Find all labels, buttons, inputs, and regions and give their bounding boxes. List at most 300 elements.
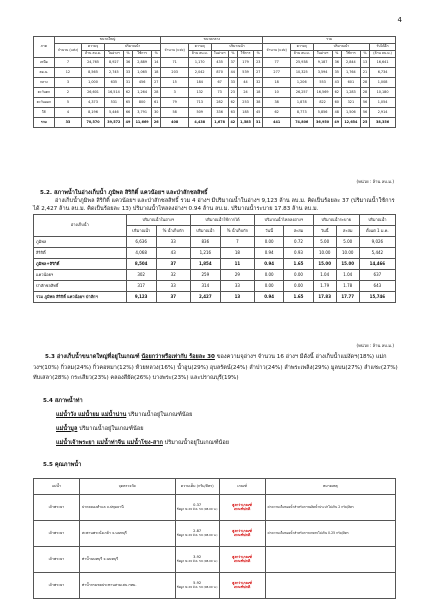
region-cell: รวม [34,118,55,128]
value-cell: 67 [211,78,228,88]
header-note: หมายเหตุ [265,479,395,495]
value-cell: 3 [54,78,82,88]
river-item [56,410,396,421]
salinity-value: 3.92 [193,554,202,559]
value-cell: 49 [332,118,341,128]
value-cell: 836 [190,237,220,248]
value-cell: 36 [332,58,341,68]
section-55-heading: 5.5 คุณภาพน้ำ [43,462,82,468]
header-volume: ปริมาณน้ำ [104,44,161,51]
value-cell: 37 [228,58,237,68]
value-cell: 24,765 [82,58,105,68]
river-desc: ปริมาณน้ำอยู่ในเกณฑ์น้อย [162,440,229,446]
value-cell: 18 [220,248,254,259]
value-cell: 1.78 [336,281,359,292]
value-cell: 0.00 [254,281,283,292]
value-cell: 17.77 [336,292,359,303]
value-cell: 18 [152,68,161,78]
river-cell: เจ้าพระยา [34,547,80,573]
value-cell: 8,927 [104,58,123,68]
value-cell: 282 [211,98,228,108]
value-cell: 26,257 [290,88,313,98]
value-cell: 11 [220,259,254,270]
header-cap-unit: ล้าน ลบ.ม. [188,51,211,58]
value-cell: 2,042 [188,68,211,78]
value-cell: 822 [313,98,332,108]
header-count: จำนวน (แห่ง) [263,44,291,58]
section-52-paragraph: อ่างเก็บน้ำภูมิพล สิริกิติ์ แควน้อยฯ และป่าสักชลสิทธิ์ รวม 4 อ่างฯ มีปริมาณน้ำในอ่างฯ 9,123 ล้าน ลบ.ม. คิดเป็นร้อยละ 37 (ปริมาณน้ำใช้การได้ 2,427 ล้าน ลบ.ม. คิดเป็นร้อยละ 13) ปริมาณน้ำไหลลงอ่างฯ 0.94 ล้าน ลบ.ม. ปริมาณน้ำระบาย 17.83 ล้าน ลบ.ม. [33,198,395,212]
value-cell: 15.00 [336,259,359,270]
table-row [34,248,396,259]
value-cell: 184 [188,78,211,88]
value-cell: 37 [156,259,190,270]
criteria-label: เกณฑ์ปกติ [233,558,251,563]
value-cell: 8,773 [290,108,313,118]
value-cell: 0.00 [254,237,283,248]
value-cell: 44 [228,68,237,78]
value-cell: 31 [123,78,132,88]
sub-day: วันนี้ [254,226,283,237]
value-cell: 1,854 [190,259,220,270]
value-cell: 8,196 [82,108,105,118]
value-cell: 1.65 [284,292,313,303]
river-cell: เจ้าพระยา [34,495,80,521]
value-cell: 23 [254,58,263,68]
header-usable: ใช้การ [133,51,152,58]
value-cell: 33 [123,68,132,78]
value-cell: 2,844 [341,58,360,68]
value-cell: 5,856 [313,108,332,118]
value-cell: 73 [211,88,228,98]
value-cell: 1,170 [188,58,211,68]
criteria-label: เกณฑ์ปกติ [233,506,251,511]
value-cell: 1,065 [133,68,152,78]
table-row [34,281,396,292]
value-cell: 26,601 [82,88,105,98]
region-cell: กลาง [34,78,55,88]
header-station: จุดตรวจวัด [79,479,175,495]
header-release: ปริมาณน้ำระบาย [313,215,359,226]
header-count: จำนวน (แห่ง) [161,44,189,58]
header-usable: ใช้การ [237,51,253,58]
criteria-cell [219,547,265,573]
river-cell: เจ้าพระยา [34,573,80,599]
salinity-cell [175,521,219,547]
value-cell: 1,283 [341,88,360,98]
table-row [34,259,396,270]
table2-unit-note: (หน่วย : ล้าน ลบ.ม.) [356,343,394,348]
header-usable: ใช้การ [341,51,360,58]
region-cell: ตะวันตก [34,88,55,98]
value-cell: 60 [332,98,341,108]
salinity-cell [175,547,219,573]
value-cell: 4,068 [126,248,156,259]
value-cell: 132 [188,88,211,98]
table-row [34,237,396,248]
value-cell: 1.65 [284,259,313,270]
header-inflow-unit: (ล้าน ลบ.ม.) [370,51,396,58]
salinity-cell [175,495,219,521]
section-54-heading: 5.4 สภาพน้ำท่า [43,398,83,404]
header-pct: % [123,51,132,58]
value-cell: 63 [228,108,237,118]
value-cell: 16,514 [104,88,123,98]
value-cell: 0.00 [254,270,283,281]
river-desc: ปริมาณน้ำอยู่ในเกณฑ์น้อย [77,426,144,432]
value-cell: 25 [360,118,369,128]
note-cell: ค่าความเค็มของน้ำสำหรับการเกษตรไม่เกิน 0.25 กรัม/ลิตร [265,521,395,547]
value-cell: 23 [228,88,237,98]
value-cell: 10,180 [370,88,396,98]
value-cell: 635 [104,78,123,88]
reservoir-name: ป่าสักชลสิทธิ์ [34,281,127,292]
value-cell: 321 [341,98,360,108]
value-cell: 36,950 [313,118,332,128]
value-cell: 259 [190,270,220,281]
main-reservoir-table [33,214,396,303]
salinity-cell [175,573,219,599]
section-53-threshold: น้อยกว่าหรือเท่ากับ ร้อยละ 30 [141,354,215,360]
value-cell: 0.93 [284,248,313,259]
value-cell: 5,442 [359,248,395,259]
value-cell: 9,026 [359,237,395,248]
value-cell: 6,636 [126,237,156,248]
value-cell: 0.94 [254,292,283,303]
value-cell: 10 [263,88,291,98]
value-cell: 3 [161,88,189,98]
river-desc: ปริมาณน้ำอยู่ในเกณฑ์น้อย [126,412,193,418]
value-cell: 3,791 [133,108,152,118]
value-cell: 531 [104,98,123,108]
page-number: 4 [397,16,402,24]
value-cell: 601 [341,78,360,88]
header-criteria: เกณฑ์ [219,479,265,495]
table-row [34,573,396,599]
value-cell: 32 [254,78,263,88]
note-cell [265,547,395,573]
table-row [34,108,396,118]
value-cell: 2,889 [133,58,152,68]
value-cell: 15,746 [359,292,395,303]
river-cell: เจ้าพระยา [34,521,80,547]
value-cell: 253 [237,98,253,108]
value-cell: 800 [133,98,152,108]
value-cell: 2,427 [190,292,220,303]
water-quality-table [33,478,396,599]
salinity-time: ข้อมูล ณ 29 มี.ค. 59 (08.00 น.) [176,584,218,589]
station-cell: ท่าน้ำนนทบุรี จ.นนทบุรี [79,547,175,573]
sub-pct: % น้ำเก็บกัก [156,226,190,237]
table-row [34,521,396,547]
value-cell: 1.04 [313,270,336,281]
table-row [34,547,396,573]
header-pct: % [152,51,161,58]
value-cell: 539 [237,68,253,78]
value-cell: 0.94 [254,259,283,270]
river-item [56,438,396,449]
value-cell: 11,669 [133,118,152,128]
value-cell: 5,446 [104,108,123,118]
value-cell: 4,373 [82,98,105,108]
value-cell: 65 [123,98,132,108]
value-cell: 7 [54,58,82,68]
value-cell: 179 [237,58,253,68]
value-cell: 435 [211,58,228,68]
value-cell: 553 [313,78,332,88]
value-cell: 33 [228,78,237,88]
value-cell: 6,734 [370,68,396,78]
value-cell: 18 [263,78,291,88]
value-cell: 28 [360,88,369,98]
station-cell: ท่าน้ำกรมชลประทานสามเสน กทม. [79,573,175,599]
salinity-time: ข้อมูล ณ 29 มี.ค. 59 (08.00 น.) [176,506,218,511]
region-cell: เหนือ [34,58,55,68]
value-cell: 0.00 [284,281,313,292]
value-cell: 713 [188,98,211,108]
status-badge: สูงกว่าเกณฑ์ [232,502,253,507]
value-cell: 61 [152,98,161,108]
header-medium: ขนาดกลาง [161,37,263,44]
value-cell: 48 [332,108,341,118]
note-cell [265,573,395,599]
value-cell: 1,054 [370,98,396,108]
header-region: ภาค [34,37,55,58]
value-cell: 38,356 [370,118,396,128]
status-badge: สูงกว่าเกณฑ์ [232,580,253,585]
value-cell: 2,745 [104,68,123,78]
value-cell: 14,466 [359,259,395,270]
value-cell: 58 [161,108,189,118]
value-cell: 42 [228,118,237,128]
station-cell: ปากคลองสำแล จ.ปทุมธานี [79,495,175,521]
sub-day: วันนี้ [313,226,336,237]
value-cell: 1,678 [211,118,228,128]
table-row [34,118,396,128]
table-row [34,58,396,68]
value-cell: 4,438 [188,118,211,128]
value-cell: 12,654 [341,118,360,128]
value-cell: 203 [161,68,189,78]
salinity-time: ข้อมูล ณ 29 มี.ค. 59 (08.00 น.) [176,558,218,563]
value-cell: 77 [263,58,291,68]
value-cell: 1,008 [370,78,396,88]
value-cell: 35 [332,68,341,78]
value-cell: 33 [156,281,190,292]
table1-unit-note: (หน่วย : ล้าน ลบ.ม.) [356,179,394,184]
header-volume: ปริมาณน้ำ [211,44,263,51]
value-cell: 16,641 [370,58,396,68]
value-cell: 2 [54,88,82,98]
value-cell: 18 [254,88,263,98]
value-cell: 24 [237,88,253,98]
value-cell: 8,565 [82,68,105,78]
value-cell: 27 [254,68,263,78]
sub-since: ตั้งแต่ 1 ม.ค. [359,226,395,237]
value-cell: 26 [152,118,161,128]
section-52-heading: 5.2. สภาพน้ำในอ่างเก็บน้ำ ภูมิพล สิริกิติ์ แควน้อยฯ และป่าสักชลสิทธิ์ [40,190,208,196]
value-cell: 13 [220,292,254,303]
reservoir-name: ภูมิพล [34,237,127,248]
value-cell: 0.72 [284,237,313,248]
value-cell: 0.00 [284,270,313,281]
table-row [34,98,396,108]
table-row [34,88,396,98]
river-item [56,424,396,435]
value-cell: 5.00 [336,237,359,248]
value-cell: 27 [152,78,161,88]
value-cell: 33 [156,237,190,248]
header-salinity: ความเค็ม (กรัม/ลิตร) [175,479,219,495]
header-pct: % [332,51,341,58]
header-river: แม่น้ำ [34,479,80,495]
table-row [34,292,396,303]
value-cell: 1,000 [82,78,105,88]
value-cell: 637 [359,270,395,281]
header-volume: ปริมาณน้ำ [313,44,370,51]
value-cell: 44 [237,78,253,88]
value-cell: 37 [156,292,190,303]
header-large: ขนาดใหญ่ [54,37,161,44]
sub-volume: ปริมาณน้ำ [126,226,156,237]
value-cell: 2,914 [370,108,396,118]
header-pct: % [254,51,263,58]
criteria-cell [219,573,265,599]
header-in-res: ในอ่างฯ [313,51,332,58]
value-cell: 8,504 [126,259,156,270]
value-cell: 28 [152,88,161,98]
value-cell: 185 [237,108,253,118]
table-row [34,495,396,521]
header-pct: % [228,51,237,58]
salinity-value: 0.37 [193,502,202,507]
header-in-res: ในอ่างฯ [104,51,123,58]
value-cell: 79 [161,98,189,108]
reservoir-summary-table [33,36,396,128]
sub-accum: สะสม [336,226,359,237]
table-row [34,68,396,78]
header-cap-unit: ล้าน ลบ.ม. [290,51,313,58]
value-cell: 9,187 [313,58,332,68]
value-cell: 31 [254,118,263,128]
value-cell: 49 [123,118,132,128]
sub-pct: % น้ำเก็บกัก [220,226,254,237]
value-cell: 0.94 [254,248,283,259]
value-cell: 277 [263,68,291,78]
value-cell: 39,572 [104,118,123,128]
header-in-res: ในอ่างฯ [211,51,228,58]
value-cell: 33 [54,118,82,128]
value-cell: 1.79 [313,281,336,292]
value-cell: 32 [156,270,190,281]
value-cell: 62 [228,98,237,108]
criteria-cell [219,521,265,547]
value-cell: 15.00 [313,259,336,270]
value-cell: 5.00 [313,237,336,248]
table-row [34,78,396,88]
value-cell: 10,325 [290,68,313,78]
value-cell: 1,585 [237,118,253,128]
value-cell: 10.00 [313,248,336,259]
value-cell: 62 [263,108,291,118]
value-cell: 29 [220,270,254,281]
value-cell: 43 [332,78,341,88]
value-cell: 643 [359,281,395,292]
salinity-time: ข้อมูล ณ 29 มี.ค. 59 (08.00 น.) [176,532,218,537]
header-inflow: รับได้อีก [370,44,396,51]
station-cell: สะพานพระนั่งเกล้า จ.นนทบุรี [79,521,175,547]
table-row [34,270,396,281]
value-cell: 9,123 [126,292,156,303]
value-cell: 1.04 [336,270,359,281]
reservoir-name: แควน้อยฯ [34,270,127,281]
river-name: แม่น้ำมูล [56,426,78,432]
value-cell: 38 [263,98,291,108]
value-cell: 14 [152,58,161,68]
region-cell: ตอ.น. [34,68,55,78]
value-cell: 1,764 [341,68,360,78]
value-cell: 3,594 [313,68,332,78]
value-cell: 70,570 [82,118,105,128]
value-cell: 13 [360,58,369,68]
value-cell: 16,569 [313,88,332,98]
value-cell: 870 [211,68,228,78]
status-badge: สูงกว่าเกณฑ์ [232,528,253,533]
salinity-value: 5.92 [193,580,202,585]
value-cell: 45 [254,108,263,118]
value-cell: 10.00 [336,248,359,259]
river-name: แม่น้ำวัง แม่น้ำยม แม่น้ำน่าน [56,412,127,418]
value-cell: 71 [161,58,189,68]
reservoir-name: ภูมิพล+สิริกิติ์ [34,259,127,270]
header-count: จำนวน (แห่ง) [54,44,82,58]
header-capacity: ความจุ [188,44,211,51]
status-badge: สูงกว่าเกณฑ์ [232,554,253,559]
value-cell: 1,206 [290,78,313,88]
value-cell: 62 [123,88,132,98]
header-volume: ปริมาณน้ำในอ่างฯ [126,215,190,226]
value-cell: 43 [156,248,190,259]
value-cell: 1,216 [190,248,220,259]
value-cell: 17.83 [313,292,336,303]
value-cell: 441 [263,118,291,128]
value-cell: 7 [220,237,254,248]
value-cell: 408 [161,118,189,128]
value-cell: 456 [133,78,152,88]
value-cell: 4 [54,108,82,118]
value-cell: 1,506 [341,108,360,118]
section-53-paragraph [33,352,399,384]
reservoir-name: รวม ภูมิพล สิริกิติ์ แควน้อยฯ ป่าสักฯ [34,292,127,303]
value-cell: 30 [152,108,161,118]
value-cell: 5 [54,98,82,108]
reservoir-name: สิริกิติ์ [34,248,127,259]
header-pct: % [360,51,369,58]
value-cell: 66 [123,108,132,118]
value-cell: 38 [254,98,263,108]
header-usable: ปริมาณน้ำใช้การได้ [190,215,254,226]
value-cell: 509 [188,108,211,118]
value-cell: 1,264 [133,88,152,98]
value-cell: 56 [360,108,369,118]
note-cell: ค่าความเค็มของน้ำสำหรับการผลิตน้ำประปาไม่เกิน 2 กรัม/ลิตร [265,495,395,521]
value-cell: 302 [126,270,156,281]
sub-volume: ปริมาณน้ำ [190,226,220,237]
value-cell: 336 [211,108,228,118]
value-cell: 62 [332,88,341,98]
criteria-label: เกณฑ์ปกติ [233,532,251,537]
section-53-lead: 5.3 อ่างเก็บน้ำขนาดใหญ่ที่อยู่ในเกณฑ์ [45,354,140,360]
region-cell: ใต้ [34,108,55,118]
